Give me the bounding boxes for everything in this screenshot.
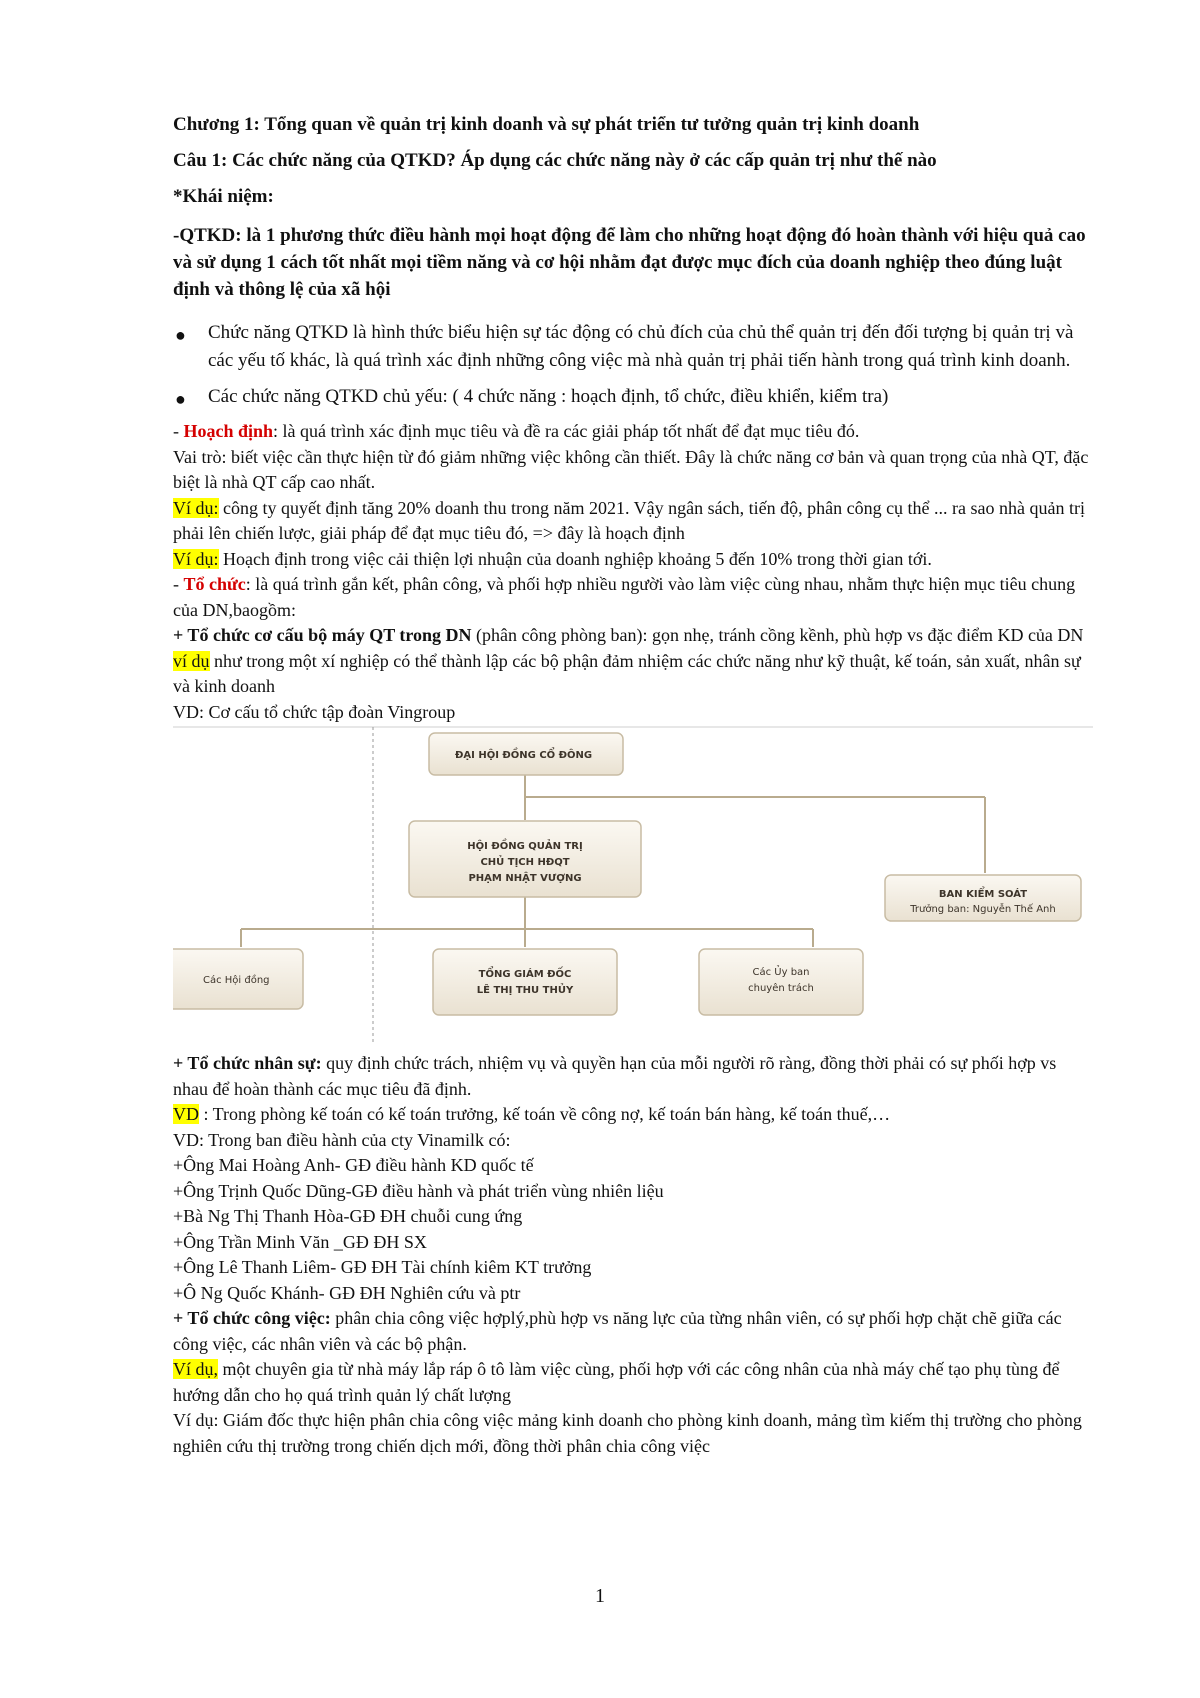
- bullet-dot-icon: ●: [175, 389, 186, 409]
- shareholders-label: ĐẠI HỘI ĐỒNG CỔ ĐÔNG: [455, 750, 593, 761]
- ceo-box: [433, 949, 617, 1015]
- chapter-title: Chương 1: Tổng quan về quản trị kinh doanh và sự phát triển tư tưởng quản trị kinh doanh: [173, 114, 920, 135]
- example-text: : Trong phòng kế toán có kế toán trưởng, kế toán về công nợ, kế toán bán hàng, kế toán thuế,…: [199, 1104, 891, 1124]
- qtkd-definition: -QTKD: là 1 phương thức điều hành mọi hoạt động để làm cho những hoạt động đó hoàn thành với hiệu quả cao và sử dụng 1 cách tốt nhất mọi tiềm năng và cơ hội nhằm đạt được mục đích của doanh nghiệp theo đúng luật định và thông lệ của xã hội: [173, 225, 1086, 300]
- work-example-1: [173, 1357, 1093, 1408]
- vinamilk-member: +Ô Ng Quốc Khánh- GĐ ĐH Nghiên cứu và ptr: [173, 1282, 521, 1303]
- work-label: + Tổ chức công việc:: [173, 1308, 331, 1328]
- organizing-structure-example: [173, 649, 1093, 700]
- ceo-name: LÊ THỊ THU THỦY: [476, 985, 574, 996]
- organizing-prefix: -: [173, 574, 184, 594]
- structure-label: + Tổ chức cơ cấu bộ máy QT trong DN: [173, 625, 472, 645]
- vinamilk-member: +Ông Mai Hoàng Anh- GĐ điều hành KD quốc tế: [173, 1155, 534, 1175]
- bullet-function-definition: [173, 319, 1093, 375]
- planning-example-2: [173, 547, 1093, 573]
- document-content: [173, 112, 1093, 1459]
- organizing-term: Tổ chức: [183, 574, 246, 594]
- planning-example-1: [173, 496, 1093, 547]
- bullet-text: Các chức năng QTKD chủ yếu: ( 4 chức năng : hoạch định, tổ chức, điều khiển, kiểm tra): [208, 386, 889, 407]
- work-example-2: Ví dụ: Giám đốc thực hiện phân chia công việc mảng kinh doanh cho phòng kinh doanh, mảng tìm kiếm thị trường cho phòng nghiên cứu thị trường trong chiến dịch mới, đồng thời phân chia công việc: [173, 1410, 1082, 1456]
- personnel-label: + Tổ chức nhân sự:: [173, 1053, 322, 1073]
- vinamilk-member: +Bà Ng Thị Thanh Hòa-GĐ ĐH chuỗi cung ứng: [173, 1206, 523, 1226]
- example-text: Hoạch định trong việc cải thiện lợi nhuận của doanh nghiệp khoảng 5 đến 10% trong thời gian tới.: [218, 548, 932, 569]
- example-label: Ví dụ,: [173, 1359, 218, 1379]
- bullet-dot-icon: ●: [175, 325, 186, 345]
- board-chair-name: PHẠM NHẬT VƯỢNG: [468, 873, 582, 884]
- vinamilk-member: +Ông Lê Thanh Liêm- GĐ ĐH Tài chính kiêm KT trưởng: [173, 1257, 592, 1277]
- bullet-text: Chức năng QTKD là hình thức biểu hiện sự tác động có chủ đích của chủ thể quản trị đến đối tượng bị quản trị và các yếu tố khác, là quá trình xác định những công việc mà nhà quản trị phải tiến hành trong quá trình kinh doanh.: [208, 322, 1074, 371]
- vingroup-org-chart: [173, 725, 1093, 1045]
- planning-term: Hoạch định: [183, 421, 274, 441]
- board-label: HỘI ĐỒNG QUẢN TRỊ: [467, 841, 583, 852]
- supervisory-head: Trưởng ban: Nguyễn Thế Anh: [910, 904, 1056, 915]
- org-chart-svg: [173, 725, 1093, 1045]
- personnel-definition: [173, 1051, 1093, 1102]
- example-text: công ty quyết định tăng 20% doanh thu trong năm 2021. Vậy ngân sách, tiến độ, phân công cụ thể ... ra sao nhà quản trị phải lên chiến lược, giải pháp để đạt mục tiêu đó, => đây là hoạch định: [173, 497, 1085, 543]
- committees-box: [699, 949, 863, 1015]
- planning-role: Vai trò: biết việc cần thực hiện từ đó giảm những việc không cần thiết. Đây là chức năng cơ bản và quan trọng của nhà QT, đặc biệt là nhà QT cấp cao nhất.: [173, 446, 1089, 492]
- organizing-definition-text: : là quá trình gắn kết, phân công, và phối hợp nhiều người vào làm việc cùng nhau, nhằm thực hiện mục tiêu chung của DN,baogồm:: [173, 574, 1076, 620]
- committees-label-2: chuyên trách: [748, 983, 814, 994]
- vinamilk-member: +Ông Trần Minh Văn _GĐ ĐH SX: [173, 1231, 427, 1252]
- concept-heading: *Khái niệm:: [173, 186, 274, 207]
- vinamilk-member: +Ông Trịnh Quốc Dũng-GĐ điều hành và phát triển vùng nhiên liệu: [173, 1180, 664, 1201]
- organizing-structure: [173, 623, 1093, 649]
- ceo-title: TỔNG GIÁM ĐỐC: [478, 969, 572, 980]
- committees-label: Các Ủy ban: [752, 967, 810, 978]
- example-text: như trong một xí nghiệp có thể thành lập các bộ phận đảm nhiệm các chức năng như kỹ thuật, kế toán, sản xuất, nhân sự và kinh doanh: [173, 650, 1081, 696]
- vingroup-caption: VD: Cơ cấu tổ chức tập đoàn Vingroup: [173, 701, 456, 722]
- planning-definition-text: : là quá trình xác định mục tiêu và đề ra các giải pháp tốt nhất để đạt mục tiêu đó.: [273, 421, 860, 441]
- example-text: một chuyên gia từ nhà máy lắp ráp ô tô làm việc cùng, phối hợp với các công nhân của nhà máy chế tạo phụ tùng để hướng dẫn cho họ quá trình quản lý chất lượng: [173, 1359, 1060, 1405]
- bullet-main-functions: [173, 383, 1093, 411]
- page-number: 1: [595, 1585, 605, 1607]
- example-label: Ví dụ:: [173, 548, 219, 569]
- work-text: phân chia công việc hợplý,phù hợp vs năng lực của từng nhân viên, có sự phối hợp chặt chẽ giữa các công việc, các nhân viên và các bộ phận.: [173, 1308, 1062, 1354]
- planning-definition: [173, 419, 1093, 445]
- work-organization: [173, 1306, 1093, 1357]
- board-chair-label: CHỦ TỊCH HĐQT: [480, 857, 570, 868]
- planning-prefix: -: [173, 421, 184, 441]
- supervisory-label: BAN KIỂM SOÁT: [938, 889, 1028, 900]
- personnel-example: [173, 1102, 1093, 1128]
- structure-text: (phân công phòng ban): gọn nhẹ, tránh cồng kềnh, phù hợp vs đặc điểm KD của DN: [471, 625, 1084, 645]
- councils-label: Các Hội đồng: [203, 975, 270, 986]
- personnel-text: quy định chức trách, nhiệm vụ và quyền hạn của mỗi người rõ ràng, đồng thời phải có sự phối hợp vs nhau để hoàn thành các mục tiêu đã định.: [173, 1053, 1057, 1099]
- example-label: Ví dụ:: [173, 497, 219, 518]
- question-heading: Câu 1: Các chức năng của QTKD? Áp dụng các chức năng này ở các cấp quản trị như thế nào: [173, 150, 937, 171]
- vinamilk-intro: VD: Trong ban điều hành của cty Vinamilk có:: [173, 1129, 511, 1150]
- example-label: VD: [173, 1104, 199, 1124]
- example-label: ví dụ: [173, 650, 210, 671]
- organizing-definition: [173, 572, 1093, 623]
